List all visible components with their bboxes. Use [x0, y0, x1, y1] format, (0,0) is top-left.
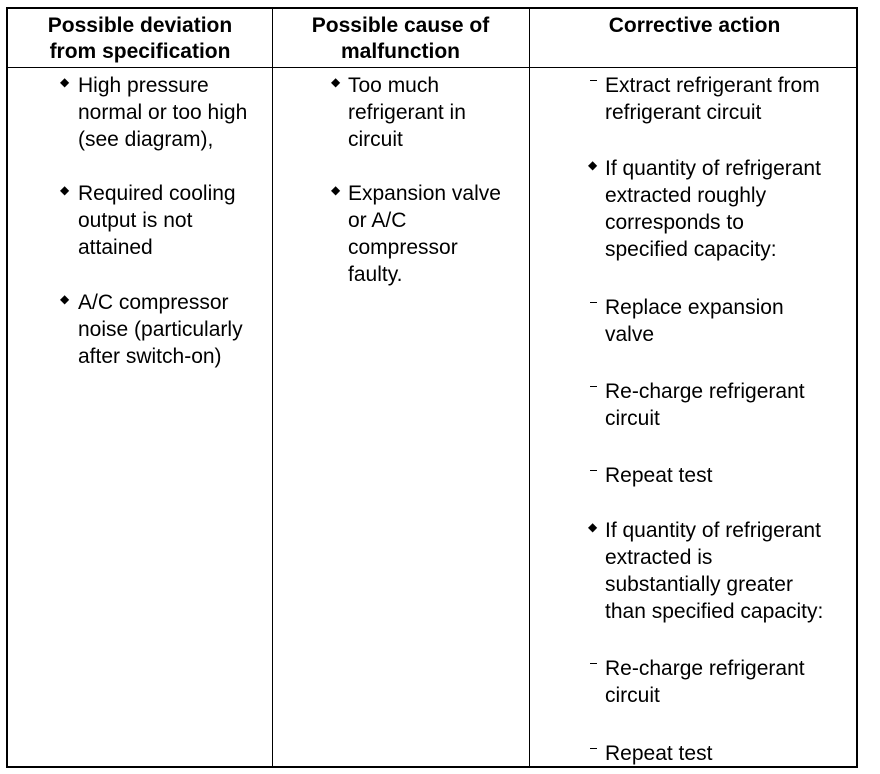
- action-item-line: extracted roughly: [605, 184, 767, 207]
- deviation-item-line: normal or too high: [78, 101, 248, 124]
- header-deviation: [8, 13, 272, 65]
- diamond-bullet-icon: ◆: [588, 520, 598, 534]
- action-item-line: circuit: [605, 684, 660, 707]
- dash-bullet-icon: [590, 80, 597, 81]
- diamond-bullet-icon: ◆: [588, 158, 598, 172]
- deviation-item-line: after switch-on): [78, 345, 222, 368]
- cause-item-line: or A/C: [348, 209, 407, 232]
- action-item-line: extracted is: [605, 546, 713, 569]
- action-item: [605, 462, 712, 489]
- action-item-line: substantially greater: [605, 573, 793, 596]
- cause-item-line: Too much: [348, 74, 440, 97]
- action-item-line: specified capacity:: [605, 238, 777, 261]
- action-item-line: Repeat test: [605, 464, 713, 487]
- deviation-item-line: A/C compressor: [78, 291, 229, 314]
- dash-bullet-icon: [590, 386, 597, 387]
- action-item-line: corresponds to: [605, 211, 744, 234]
- action-item: [605, 655, 805, 709]
- diamond-bullet-icon: ◆: [60, 292, 70, 306]
- cause-item: [331, 180, 501, 288]
- dash-bullet-icon: [590, 470, 597, 471]
- diamond-bullet-icon: ◆: [60, 183, 70, 197]
- action-item: [605, 72, 820, 126]
- column-divider-2: [529, 9, 530, 766]
- cause-item-line: refrigerant in: [348, 101, 466, 124]
- dash-bullet-icon: [590, 302, 597, 303]
- diamond-bullet-icon: ◆: [331, 183, 341, 197]
- action-item-line: Replace expansion: [605, 296, 784, 319]
- cause-item-line: compressor: [348, 236, 458, 259]
- action-item-line: than specified capacity:: [605, 600, 824, 623]
- header-divider: [8, 67, 856, 68]
- deviation-item: [60, 180, 236, 261]
- diamond-bullet-icon: ◆: [331, 75, 341, 89]
- header-cause: [272, 13, 529, 65]
- action-item-line: circuit: [605, 407, 660, 430]
- action-item: [588, 517, 824, 625]
- action-item-line: If quantity of refrigerant: [605, 519, 821, 542]
- cause-item: [331, 72, 466, 153]
- deviation-item: [60, 72, 248, 153]
- action-item: [588, 155, 821, 263]
- action-item-line: refrigerant circuit: [605, 101, 762, 124]
- action-item-line: If quantity of refrigerant: [605, 157, 821, 180]
- deviation-item-line: High pressure: [78, 74, 209, 97]
- deviation-item-line: Required cooling: [78, 182, 236, 205]
- header-action: [529, 13, 860, 39]
- action-item: [605, 740, 712, 767]
- action-item-line: Re-charge refrigerant: [605, 380, 805, 403]
- deviation-item: [60, 289, 243, 370]
- dash-bullet-icon: [590, 748, 597, 749]
- deviation-item-line: output is not: [78, 209, 193, 232]
- deviation-item-line: (see diagram),: [78, 128, 214, 151]
- cause-item-line: circuit: [348, 128, 403, 151]
- action-item-line: valve: [605, 323, 655, 346]
- cause-item-line: faulty.: [348, 263, 403, 286]
- cause-item-line: Expansion valve: [348, 182, 501, 205]
- diamond-bullet-icon: ◆: [60, 75, 70, 89]
- header-cause-line-1: Possible cause of: [311, 14, 490, 37]
- action-item-line: Re-charge refrigerant: [605, 657, 805, 680]
- action-item-line: Repeat test: [605, 742, 713, 765]
- deviation-item-line: attained: [78, 236, 153, 259]
- action-item-line: Extract refrigerant from: [605, 74, 820, 97]
- action-item: [605, 378, 805, 432]
- header-deviation-line-2: from specification: [49, 40, 231, 63]
- deviation-item-line: noise (particularly: [78, 318, 243, 341]
- header-action-line-1: Corrective action: [608, 14, 781, 37]
- column-divider-1: [272, 9, 273, 766]
- header-deviation-line-1: Possible deviation: [47, 14, 233, 37]
- dash-bullet-icon: [590, 663, 597, 664]
- action-item: [605, 294, 784, 348]
- header-cause-line-2: malfunction: [341, 40, 460, 63]
